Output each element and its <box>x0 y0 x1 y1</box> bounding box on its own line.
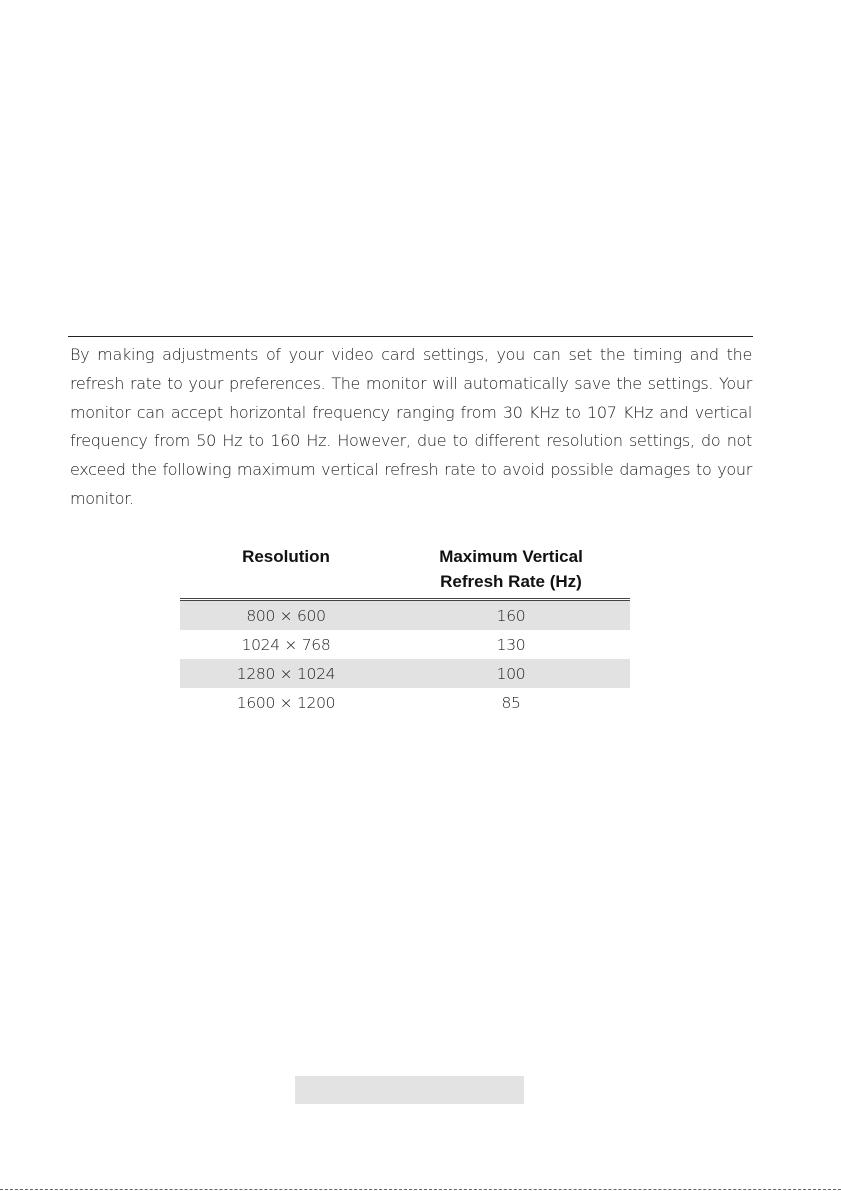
table-row <box>180 630 630 659</box>
resolution-cell: 800 × 600 <box>180 600 392 631</box>
table-row <box>180 600 630 631</box>
body-paragraph: By making adjustments of your video card settings, you can set the timing and the refresh rate to your preferences. The monitor will automatically save the settings. Your monitor can accept horizontal frequency ranging from 30 KHz to 107 KHz and vertical frequency from 50 Hz to 160 Hz. However, due to different resolution settings, do not exceed the following maximum vertical refresh rate to avoid possible damages to your monitor. <box>70 345 752 508</box>
resolution-cell: 1600 × 1200 <box>236 693 336 712</box>
header-max-refresh-rate <box>392 541 630 600</box>
table-header-row <box>180 541 630 600</box>
resolution-cell: 1024 × 768 <box>241 635 331 654</box>
refresh-rate-cell: 130 <box>496 635 526 654</box>
refresh-rate-cell: 85 <box>501 693 521 712</box>
page-bottom-dashed-rule <box>0 1189 841 1190</box>
section-top-rule <box>68 336 753 337</box>
refresh-rate-cell: 100 <box>392 659 630 688</box>
header-resolution: Resolution <box>242 547 330 566</box>
refresh-rate-cell: 160 <box>392 600 630 631</box>
footer-placeholder-bar <box>295 1076 524 1104</box>
refresh-rate-table <box>180 541 630 717</box>
resolution-cell: 1280 × 1024 <box>180 659 392 688</box>
table-row <box>180 688 630 717</box>
header-rate-line-2: Refresh Rate (Hz) <box>440 572 582 591</box>
table-row <box>180 659 630 688</box>
header-rate-line-1: Maximum Vertical <box>439 547 583 566</box>
